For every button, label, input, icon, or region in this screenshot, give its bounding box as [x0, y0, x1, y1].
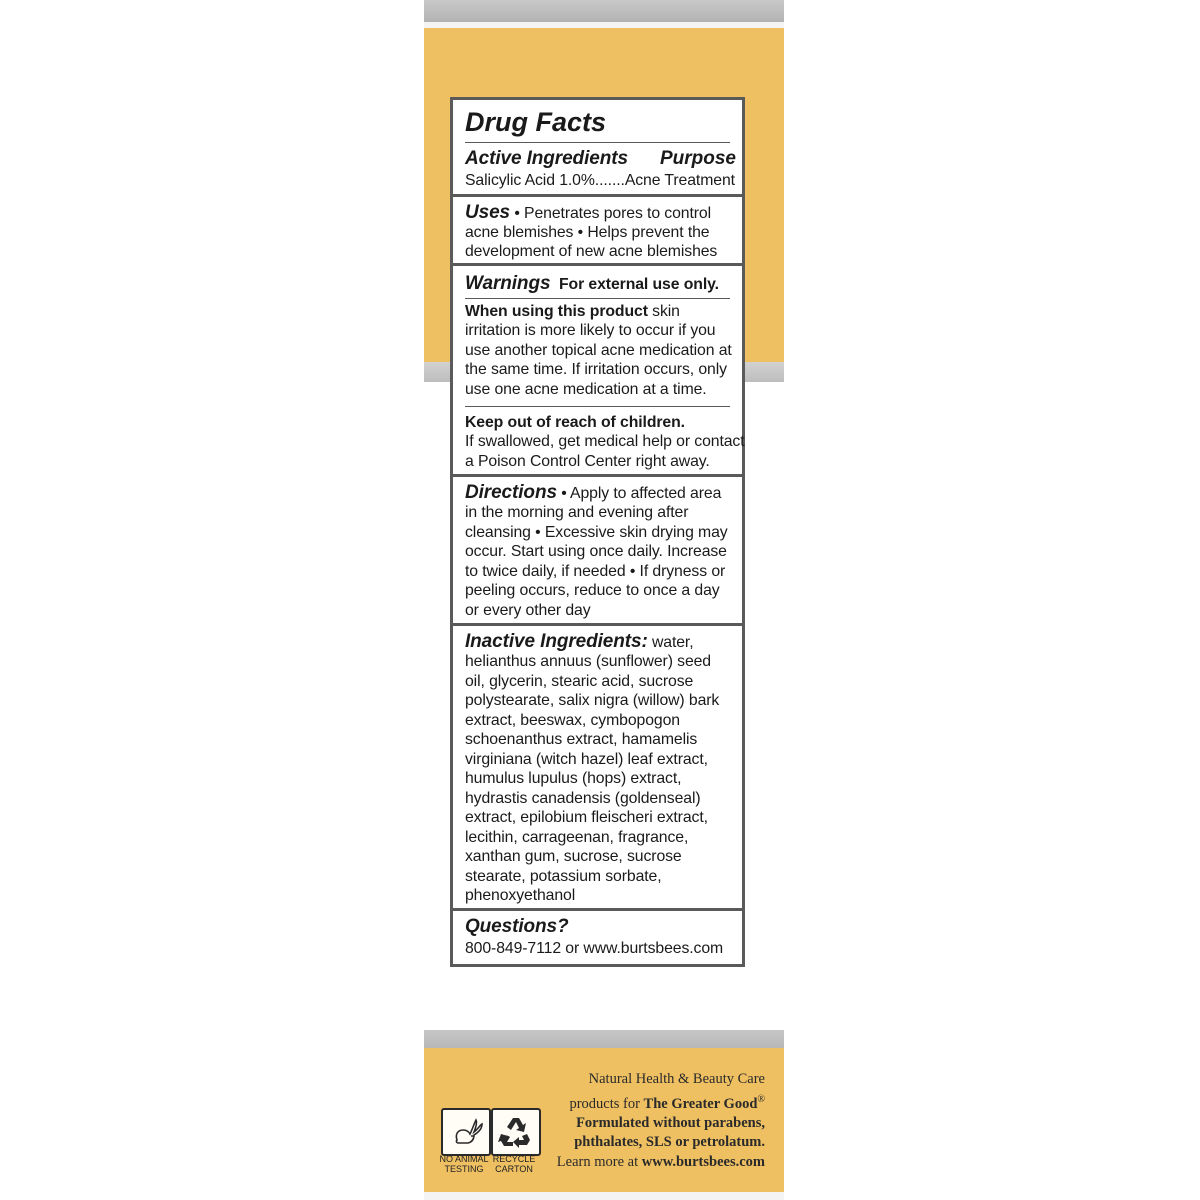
inactive-heading: Inactive Ingredients:: [465, 631, 648, 652]
directions-line-1: [465, 483, 734, 504]
inactive-line-14: phenoxyethanol: [465, 887, 576, 904]
title-rule: [465, 142, 730, 143]
inactive-line-11: lecithin, carrageenan, fragrance,: [465, 829, 689, 846]
keep-out-line-1: If swallowed, get medical help or contact: [465, 433, 745, 450]
when-using-heading: When using this product: [465, 303, 648, 320]
no-animal-testing-caption: [437, 1154, 491, 1174]
section-divider: [453, 194, 742, 197]
rabbit-icon: [443, 1110, 489, 1154]
directions-line-5: to twice daily, if needed • If dryness or: [465, 563, 726, 580]
inactive-text-1: water,: [647, 634, 694, 651]
uses-heading: Uses: [465, 202, 511, 223]
directions-line-3: cleansing • Excessive skin drying may: [465, 524, 728, 541]
when-using-line-4: the same time. If irritation occurs, only: [465, 361, 727, 378]
greater-good-text: The Greater Good: [643, 1095, 758, 1112]
inactive-line-2: helianthus annuus (sunflower) seed: [465, 653, 711, 670]
section-divider: [453, 263, 742, 266]
uses-line-2: acne blemishes • Helps prevent the: [465, 224, 710, 241]
directions-line-2: in the morning and evening after: [465, 504, 689, 521]
section-divider: [453, 623, 742, 626]
website-link: www.burtsbees.com: [641, 1153, 765, 1170]
inactive-line-12: xanthan gum, sucrose, sucrose: [465, 848, 682, 865]
active-ingredients-heading: Active Ingredients: [465, 148, 628, 169]
external-use-note: For external use only.: [559, 276, 719, 293]
inactive-line-4: polystearate, salix nigra (willow) bark: [465, 692, 720, 709]
keep-out-heading: Keep out of reach of children.: [465, 414, 685, 431]
statement-text: products for: [569, 1095, 644, 1112]
directions-line-4: occur. Start using once daily. Increase: [465, 543, 727, 560]
when-using-line-2: irritation is more likely to occur if you: [465, 322, 716, 339]
registered-mark: ®: [757, 1093, 765, 1105]
directions-heading: Directions: [465, 482, 557, 503]
inactive-line-13: stearate, potassium sorbate,: [465, 868, 662, 885]
directions-line-7: or every other day: [465, 602, 591, 619]
warnings-rule: [465, 406, 730, 407]
warnings-rule: [465, 298, 730, 299]
recycle-icon: [493, 1110, 539, 1154]
caption-line: RECYCLE: [492, 1154, 536, 1164]
carton-bottom-edge: [424, 1192, 784, 1200]
warnings-line: [465, 274, 734, 295]
caption-line: TESTING: [444, 1164, 484, 1174]
statement-line-1: Natural Health & Beauty Care: [588, 1071, 765, 1087]
section-divider: [453, 474, 742, 477]
purpose-heading: Purpose: [659, 148, 736, 169]
inactive-line-8: humulus lupulus (hops) extract,: [465, 770, 682, 787]
inactive-line-5: extract, beeswax, cymbopogon: [465, 712, 680, 729]
caption-line: NO ANIMAL: [439, 1154, 489, 1164]
statement-text: Learn more at: [556, 1153, 642, 1170]
inactive-line-1: [465, 632, 734, 653]
brand-statement: [545, 1070, 765, 1172]
directions-line-6: peeling occurs, reduce to once a day: [465, 582, 720, 599]
when-using-text-1: skin: [647, 303, 680, 320]
inactive-line-9: hydrastis canadensis (goldenseal): [465, 790, 701, 807]
inactive-line-7: virginiana (witch hazel) leaf extract,: [465, 751, 708, 768]
statement-line-2: [545, 1090, 765, 1114]
drug-facts-panel: [450, 97, 745, 967]
recycle-carton-badge: [491, 1108, 541, 1156]
statement-line-4: phthalates, SLS or petrolatum.: [574, 1134, 765, 1151]
questions-contact: 800-849-7112 or www.burtsbees.com: [465, 940, 724, 957]
statement-line-5: [545, 1153, 765, 1173]
directions-text-1: • Apply to affected area: [556, 485, 722, 502]
when-using-line-1: [465, 302, 734, 322]
inactive-line-3: oil, glycerin, stearic acid, sucrose: [465, 673, 694, 690]
drug-facts-title: Drug Facts: [465, 107, 607, 137]
uses-line-3: development of new acne blemishes: [465, 243, 718, 260]
keep-out-line-2: a Poison Control Center right away.: [465, 453, 710, 470]
when-using-line-3: use another topical acne medication at: [465, 342, 732, 359]
warnings-heading: Warnings: [465, 273, 551, 294]
active-ingredient-line: Salicylic Acid 1.0%.......Acne Treatment: [465, 172, 735, 189]
no-animal-testing-badge: [441, 1108, 491, 1156]
recycle-carton-caption: [487, 1154, 541, 1174]
when-using-line-5: use one acne medication at a time.: [465, 381, 707, 398]
inactive-line-6: schoenanthus extract, hamamelis: [465, 731, 698, 748]
section-divider: [453, 908, 742, 911]
inactive-line-10: extract, epilobium fleischeri extract,: [465, 809, 708, 826]
carton-gray-stripe-lower: [424, 1030, 784, 1048]
statement-line-3: Formulated without parabens,: [576, 1114, 765, 1131]
carton-top-edge: [424, 0, 784, 22]
caption-line: CARTON: [495, 1164, 533, 1174]
questions-heading: Questions?: [465, 916, 569, 937]
uses-line-1: [465, 203, 734, 224]
uses-text-1: • Penetrates pores to control: [510, 205, 712, 222]
